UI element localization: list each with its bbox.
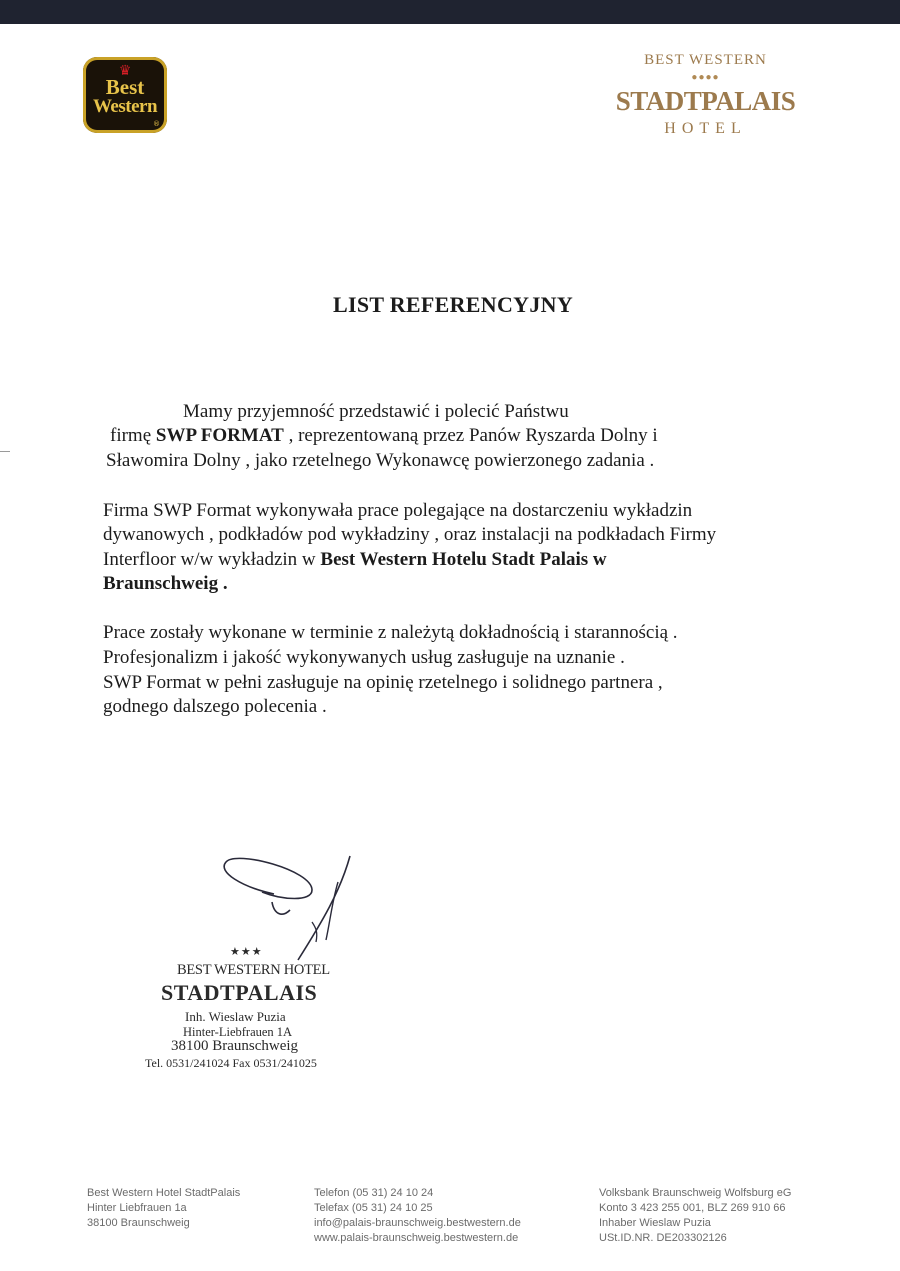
company-name: SWP FORMAT: [155, 425, 284, 446]
logo-word-best: Best: [105, 75, 145, 99]
logo-brand-line: BEST WESTERN: [644, 52, 767, 68]
stadtpalais-logo: [598, 52, 813, 144]
stamp-line-3: Inh. Wieslaw Puzia: [185, 1009, 286, 1024]
p2-line-1: Firma SWP Format wykonywała prace polegające na dostarczeniu wykładzin: [103, 500, 693, 521]
footer-line: Hinter Liebfrauen 1a: [87, 1202, 187, 1214]
text: Interfloor w/w wykładzin w: [103, 549, 321, 570]
hotel-name: Best Western Hotelu Stadt Palais w: [320, 549, 607, 570]
stamp-line-6: Tel. 0531/241024 Fax 0531/241025: [145, 1056, 317, 1070]
crown-icon: ♛: [118, 63, 132, 79]
letter-title: LIST REFERENCYJNY: [332, 292, 574, 317]
logo-name-line: STADTPALAIS: [615, 86, 796, 116]
footer-line: Inhaber Wieslaw Puzia: [599, 1217, 711, 1229]
stamp-line-5: 38100 Braunschweig: [171, 1038, 299, 1054]
crown-dots-icon: ●●●●: [691, 72, 720, 83]
p1-line-2: [110, 425, 658, 447]
footer-line: USt.ID.NR. DE203302126: [599, 1232, 727, 1244]
text: , reprezentowaną przez Panów Ryszarda Dolny i: [283, 425, 658, 446]
p3-line-1: Prace zostały wykonane w terminie z należytą dokładnością i starannością .: [103, 622, 678, 643]
footer-website: www.palais-braunschweig.bestwestern.de: [314, 1232, 519, 1244]
footer-email: info@palais-braunschweig.bestwestern.de: [314, 1217, 521, 1229]
footer-line: Volksbank Braunschweig Wolfsburg eG: [599, 1187, 792, 1199]
p3-line-2: Profesjonalizm i jakość wykonywanych usług zasługuje na uznanie .: [103, 647, 625, 668]
stamp-line-2: STADTPALAIS: [161, 980, 318, 1005]
punch-mark: [0, 451, 10, 452]
footer-contact: [314, 1186, 521, 1246]
text: firmę: [110, 425, 156, 446]
logo-word-western: Western: [92, 96, 158, 117]
p3-line-3: SWP Format w pełni zasługuje na opinię rzetelnego i solidnego partnera ,: [103, 672, 663, 693]
footer-phone: Telefon (05 31) 24 10 24: [314, 1187, 434, 1199]
p2-line-3: [103, 549, 607, 571]
p3-line-4: godnego dalszego polecenia .: [103, 696, 327, 717]
footer-line: Konto 3 423 255 001, BLZ 269 910 66: [599, 1202, 786, 1214]
footer-fax: Telefax (05 31) 24 10 25: [314, 1202, 433, 1214]
stamp-stars: ★★★: [230, 946, 263, 958]
logo-hotel-line: HOTEL: [664, 120, 747, 137]
stamp-line-1: BEST WESTERN HOTEL: [177, 962, 330, 978]
footer-line: Best Western Hotel StadtPalais: [87, 1187, 241, 1199]
top-scan-bar: [0, 0, 900, 24]
hotel-stamp: [145, 945, 375, 1075]
city-name: Braunschweig .: [103, 573, 228, 594]
footer-bank: [599, 1186, 791, 1246]
p2-line-2: dywanowych , podkładów pod wykładziny , oraz instalacji na podkładach Firmy: [103, 524, 717, 545]
footer-address: [87, 1186, 240, 1231]
p2-line-4: [103, 573, 228, 595]
p1-line-1: Mamy przyjemność przedstawić i polecić Państwu: [183, 401, 569, 422]
registered-mark: ®: [153, 120, 160, 128]
stamp-line-4: Hinter-Liebfrauen 1A: [183, 1025, 293, 1039]
best-western-logo: [83, 57, 167, 133]
p1-line-3: Sławomira Dolny , jako rzetelnego Wykonawcę powierzonego zadania .: [106, 450, 655, 471]
footer-line: 38100 Braunschweig: [87, 1217, 190, 1229]
